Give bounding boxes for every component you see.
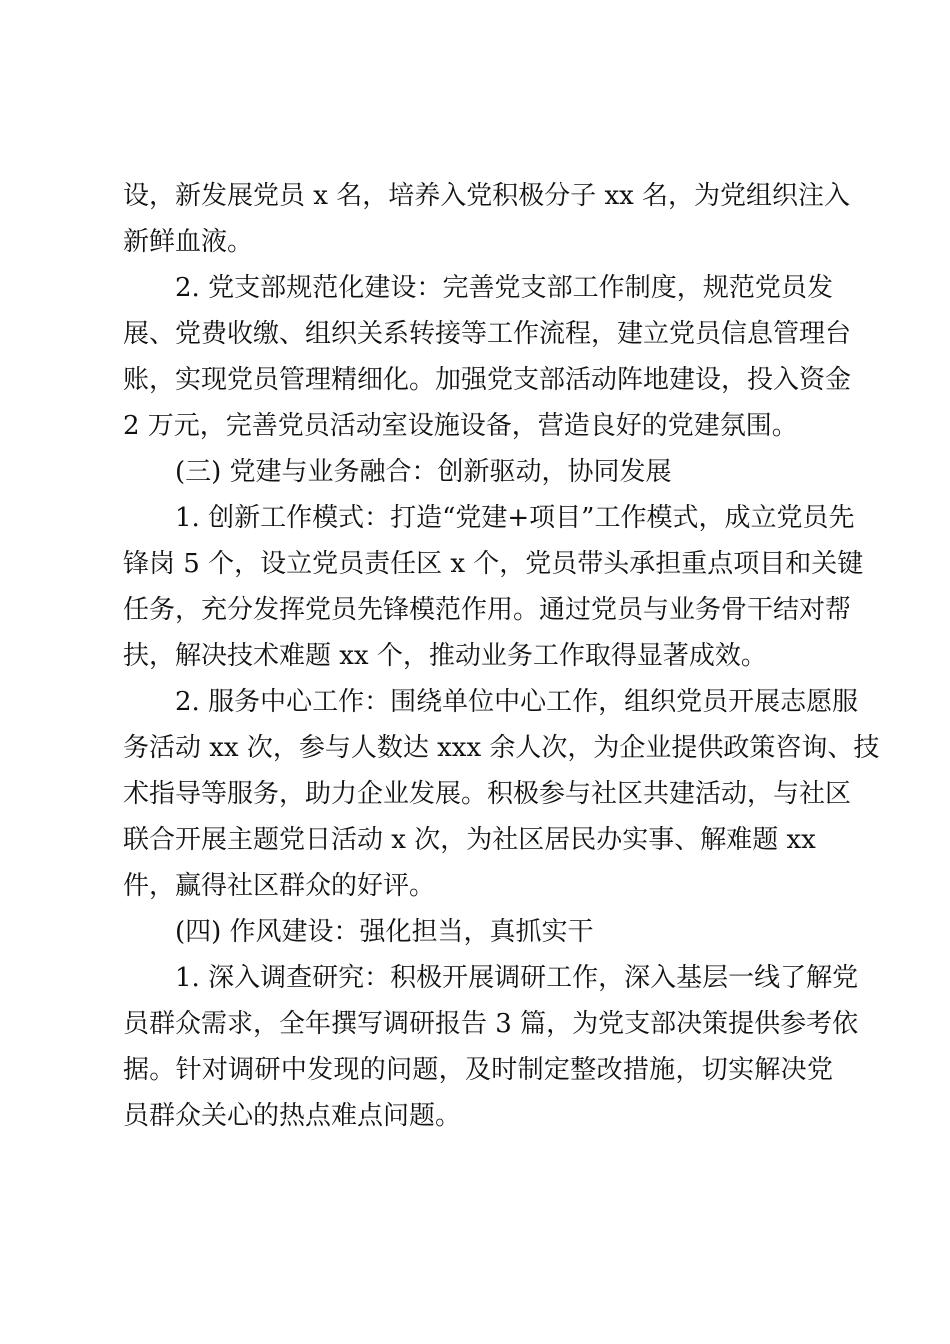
text-line: 2. 党支部规范化建设：完善党支部工作制度，规范党员发	[175, 273, 833, 303]
text-line: 2. 服务中心工作：围绕单位中心工作，组织党员开展志愿服	[175, 687, 859, 717]
text-line: 1. 创新工作模式：打造“党建+项目”工作模式，成立党员先	[175, 503, 855, 533]
text-line: 术指导等服务，助力企业发展。积极参与社区共建活动，与社区	[123, 779, 852, 809]
text-line: 件，赢得社区群众的好评。	[123, 871, 436, 901]
text-line: 1. 深入调查研究：积极开展调研工作，深入基层一线了解党	[175, 963, 859, 993]
text-line: 账，实现党员管理精细化。加强党支部活动阵地建设，投入资金	[123, 365, 852, 395]
text-line: 锋岗 5 个，设立党员责任区 x 个，党员带头承担重点项目和关键	[123, 549, 864, 579]
text-line: 联合开展主题党日活动 x 次，为社区居民办实事、解难题 xx	[123, 825, 816, 855]
text-line: 2 万元，完善党员活动室设施设备，营造良好的党建氛围。	[123, 411, 798, 441]
document-body	[123, 173, 880, 1139]
text-line: 据。针对调研中发现的问题，及时制定整改措施，切实解决党	[123, 1055, 833, 1085]
text-line: 设，新发展党员 x 名，培养入党积极分子 xx 名，为党组织注入	[123, 181, 851, 211]
text-line: 展、党费收缴、组织关系转接等工作流程，建立党员信息管理台	[123, 319, 852, 349]
section-heading: (三) 党建与业务融合：创新驱动，协同发展	[175, 457, 672, 487]
text-line: 员群众关心的热点难点问题。	[123, 1101, 462, 1131]
section-heading: (四) 作风建设：强化担当，真抓实干	[175, 917, 594, 947]
text-line: 新鲜血液。	[123, 227, 254, 257]
text-line: 务活动 xx 次，参与人数达 xxx 余人次，为企业提供政策咨询、技	[123, 733, 880, 763]
text-line: 任务，充分发挥党员先锋模范作用。通过党员与业务骨干结对帮	[123, 595, 852, 625]
text-line: 员群众需求，全年撰写调研报告 3 篇，为党支部决策提供参考依	[123, 1009, 859, 1039]
text-line: 扶，解决技术难题 xx 个，推动业务工作取得显著成效。	[123, 641, 767, 671]
